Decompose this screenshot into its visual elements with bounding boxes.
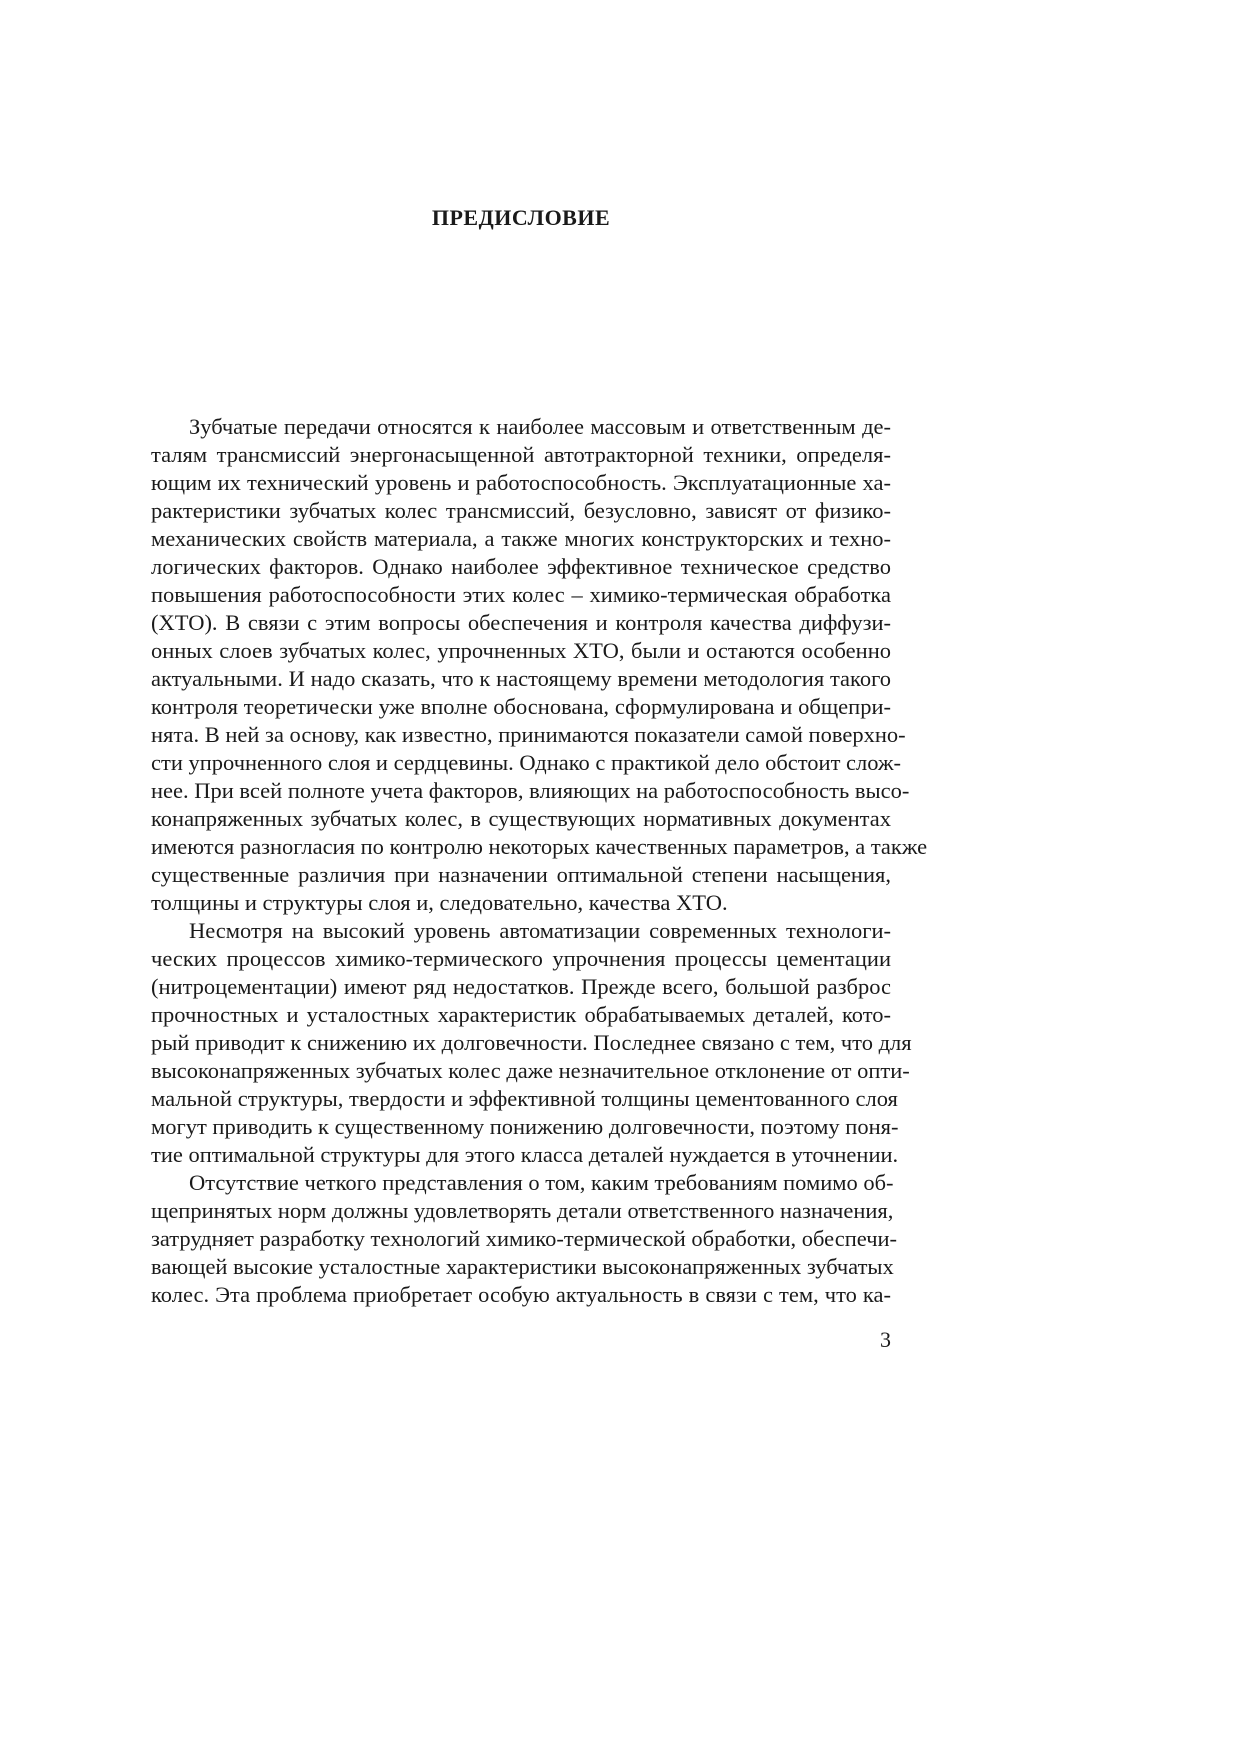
text-line: актуальными. И надо сказать, что к настоящему времени методология такого <box>151 666 891 691</box>
text-line: повышения работоспособности этих колес – химико-термическая обработка <box>151 582 891 607</box>
text-line: (нитроцементации) имеют ряд недостатков. Прежде всего, большой разброс <box>151 974 891 999</box>
text-line: тие оптимальной структуры для этого класса деталей нуждается в уточнении. <box>151 1142 899 1167</box>
text-line: механических свойств материала, а также многих конструкторских и техно- <box>151 526 891 551</box>
page-title: ПРЕДИСЛОВИЕ <box>431 205 611 230</box>
text-line: рактеристики зубчатых колес трансмиссий, безусловно, зависят от физико- <box>151 498 891 523</box>
text-line: (ХТО). В связи с этим вопросы обеспечения и контроля качества диффузи- <box>151 610 891 635</box>
text-line: нята. В ней за основу, как известно, принимаются показатели самой поверхно- <box>151 722 906 747</box>
text-line: логических факторов. Однако наиболее эффективное техническое средство <box>151 554 891 579</box>
text-line: Зубчатые передачи относятся к наиболее массовым и ответственным де- <box>189 414 891 439</box>
text-line: сти упрочненного слоя и сердцевины. Однако с практикой дело обстоит слож- <box>151 750 901 775</box>
text-line: рый приводит к снижению их долговечности. Последнее связано с тем, что для <box>151 1030 912 1055</box>
paragraph-2 <box>151 917 912 1169</box>
text-line: прочностных и усталостных характеристик обрабатываемых деталей, кото- <box>151 1002 891 1027</box>
text-line: конапряженных зубчатых колес, в существующих нормативных документах <box>151 806 891 831</box>
text-line: имеются разногласия по контролю некоторых качественных параметров, а также <box>151 834 928 859</box>
paragraph-1 <box>151 413 928 917</box>
text-line: высоконапряженных зубчатых колес даже незначительное отклонение от опти- <box>151 1058 910 1083</box>
text-line: Несмотря на высокий уровень автоматизации современных технологи- <box>189 918 891 943</box>
text-line: контроля теоретически уже вполне обоснована, сформулирована и общепри- <box>151 694 891 719</box>
text-line: существенные различия при назначении оптимальной степени насыщения, <box>151 862 891 887</box>
paragraph-3 <box>151 1169 898 1309</box>
text-line: нее. При всей полноте учета факторов, влияющих на работоспособность высо- <box>151 778 910 803</box>
text-line: Отсутствие четкого представления о том, каким требованиям помимо об- <box>189 1170 894 1195</box>
text-line: толщины и структуры слоя и, следовательно, качества ХТО. <box>151 890 728 915</box>
text-line: талям трансмиссий энергонасыщенной автотракторной техники, определя- <box>151 442 891 467</box>
body-text <box>151 413 928 1309</box>
text-line: могут приводить к существенному понижению долговечности, поэтому поня- <box>151 1114 899 1139</box>
page-number: 3 <box>880 1327 891 1352</box>
text-line: мальной структуры, твердости и эффективной толщины цементованного слоя <box>151 1086 898 1111</box>
text-line: ющим их технический уровень и работоспособность. Эксплуатационные ха- <box>151 470 891 495</box>
text-line: щепринятых норм должны удовлетворять детали ответственного назначения, <box>151 1198 894 1223</box>
text-line: затрудняет разработку технологий химико-термической обработки, обеспечи- <box>151 1226 898 1251</box>
text-line: колес. Эта проблема приобретает особую актуальность в связи с тем, что ка- <box>151 1282 891 1307</box>
text-line: онных слоев зубчатых колес, упрочненных ХТО, были и остаются особенно <box>151 638 891 663</box>
text-line: ческих процессов химико-термического упрочнения процессы цементации <box>151 946 891 971</box>
text-line: вающей высокие усталостные характеристики высоконапряженных зубчатых <box>151 1254 894 1279</box>
